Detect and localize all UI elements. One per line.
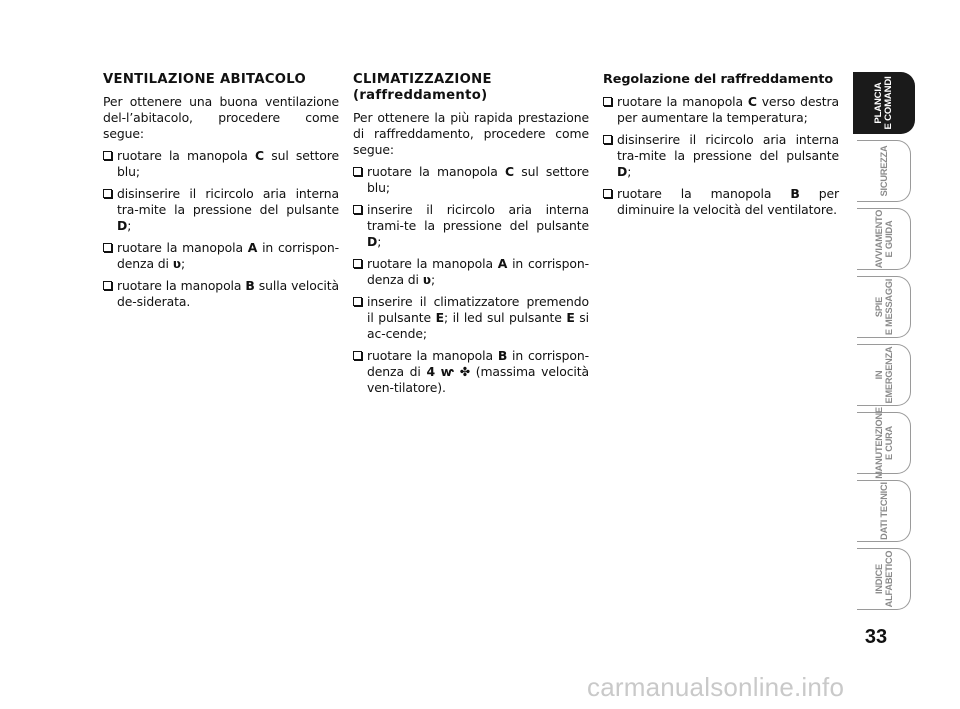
list-item: ruotare la manopola B per diminuire la velocità del ventilatore. bbox=[603, 186, 839, 218]
page-number: 33 bbox=[864, 626, 888, 648]
list-item: disinserire il ricircolo aria interna tra-mite la pressione del pulsante D; bbox=[603, 132, 839, 180]
checkbox-bullet-icon bbox=[603, 135, 612, 144]
list-item: disinserire il ricircolo aria interna tra-mite la pressione del pulsante D; bbox=[103, 186, 339, 234]
list-item: ruotare la manopola C sul settore blu; bbox=[103, 148, 339, 180]
checkbox-bullet-icon bbox=[353, 351, 362, 360]
checkbox-bullet-icon bbox=[353, 297, 362, 306]
checkbox-bullet-icon bbox=[603, 97, 612, 106]
checkbox-bullet-icon bbox=[103, 281, 112, 290]
list-item: ruotare la manopola A in corrispon-denza di ʋ; bbox=[353, 256, 589, 288]
checkbox-bullet-icon bbox=[103, 189, 112, 198]
section-heading: CLIMATIZZAZIONE (raffreddamento) bbox=[353, 72, 492, 103]
list-item: ruotare la manopola C sul settore blu; bbox=[353, 164, 589, 196]
tab-spie-e-messaggi[interactable]: SPIE E MESSAGGI bbox=[857, 276, 911, 338]
column-ventilazione bbox=[103, 72, 339, 316]
list-item: ruotare la manopola A in corrispon-denza di ʋ; bbox=[103, 240, 339, 272]
tab-manutenzione-e-cura[interactable]: MANUTENZIONE E CURA bbox=[857, 412, 911, 474]
checkbox-bullet-icon bbox=[103, 243, 112, 252]
tab-dati-tecnici[interactable]: DATI TECNICI bbox=[857, 480, 911, 542]
tab-indice-alfabetico[interactable]: INDICE ALFABETICO bbox=[857, 548, 911, 610]
checkbox-bullet-icon bbox=[603, 189, 612, 198]
tab-avviamento-e-guida[interactable]: AVVIAMENTO E GUIDA bbox=[857, 208, 911, 270]
intro-paragraph: Per ottenere la più rapida prestazione di raffreddamento, procedere come segue: bbox=[353, 110, 589, 157]
intro-paragraph: Per ottenere una buona ventilazione del-l’abitacolo, procedere come segue: bbox=[103, 94, 339, 141]
checkbox-bullet-icon bbox=[353, 205, 362, 214]
face-vent-icon: ʋ bbox=[172, 256, 181, 271]
list-item: ruotare la manopola B in corrispon-denza di 4 ⱳ ✤ (massima velocità ven-tilatore). bbox=[353, 348, 589, 396]
section-heading: Regolazione del raffreddamento bbox=[603, 72, 834, 87]
column-climatizzazione bbox=[353, 72, 589, 402]
checkbox-bullet-icon bbox=[103, 151, 112, 160]
tab-in-emergenza[interactable]: IN EMERGENZA bbox=[857, 344, 911, 406]
section-heading: VENTILAZIONE ABITACOLO bbox=[103, 72, 307, 87]
column-regolazione bbox=[603, 72, 839, 224]
list-item: ruotare la manopola C verso destra per aumentare la temperatura; bbox=[603, 94, 839, 126]
tab-sicurezza[interactable]: SICUREZZA bbox=[857, 140, 911, 202]
watermark: carmanualsonline.info bbox=[587, 672, 845, 702]
list-item: inserire il ricircolo aria interna trami-te la pressione del pulsante D; bbox=[353, 202, 589, 250]
list-item: inserire il climatizzatore premendo il pulsante E; il led sul pulsante E si ac-cende; bbox=[353, 294, 589, 342]
face-vent-icon: ʋ bbox=[422, 272, 431, 287]
fan-speed-icon: ⱳ ✤ bbox=[440, 364, 471, 379]
list-item: ruotare la manopola B sulla velocità de-siderata. bbox=[103, 278, 339, 310]
checkbox-bullet-icon bbox=[353, 167, 362, 176]
checkbox-bullet-icon bbox=[353, 259, 362, 268]
tab-plancia-e-comandi[interactable]: PLANCIA E COMANDI bbox=[853, 72, 915, 134]
